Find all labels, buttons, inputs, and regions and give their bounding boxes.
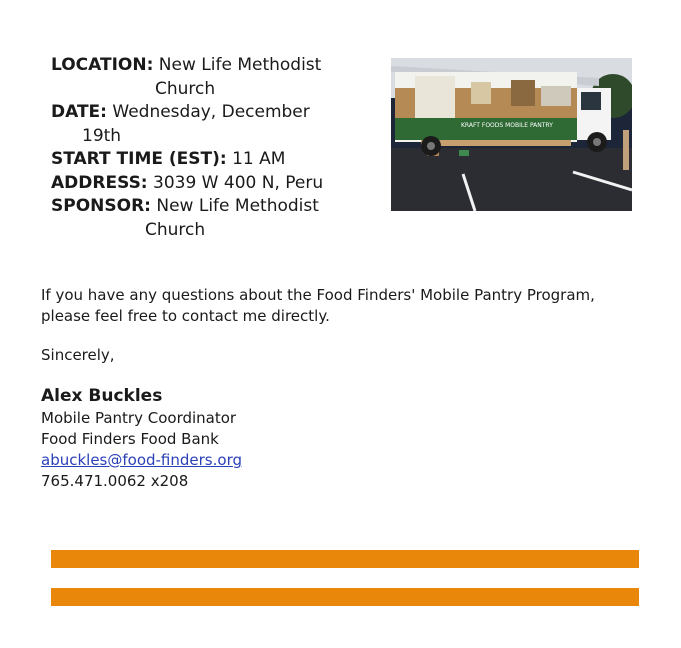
sponsor-value: New Life Methodist: [156, 196, 319, 216]
signature-block: [41, 386, 242, 492]
mobile-pantry-truck-photo: [391, 58, 632, 211]
footer-divider-bar-top: [51, 550, 639, 568]
closing-salutation: Sincerely,: [41, 346, 115, 364]
location-value: New Life Methodist: [158, 55, 322, 75]
location-label: LOCATION:: [51, 55, 154, 75]
start-time-value: 11 AM: [232, 149, 286, 169]
start-time-label: START TIME (EST):: [51, 149, 227, 169]
address-value: 3039 W 400 N, Peru: [153, 172, 324, 193]
sponsor-value-cont: Church: [145, 219, 206, 240]
event-details: [51, 54, 351, 242]
signer-phone: 765.471.0062 x208: [41, 472, 189, 490]
sponsor-row: [51, 195, 351, 219]
location-row: [51, 54, 351, 78]
address-label: ADDRESS:: [51, 172, 148, 193]
footer-divider-bar-bottom: [51, 588, 639, 606]
contact-text: If you have any questions about the Food Finders' Mobile Pantry Program, please feel free to contact me directly.: [41, 286, 595, 325]
address-row: [51, 172, 351, 196]
signer-title: Mobile Pantry Coordinator: [41, 409, 237, 427]
signer-name: Alex Buckles: [41, 386, 163, 406]
truck-side-text: KRAFT FOODS MOBILE PANTRY: [461, 122, 553, 129]
date-row: [51, 101, 351, 125]
signer-organization: Food Finders Food Bank: [41, 430, 219, 448]
signer-email-link[interactable]: abuckles@food-finders.org: [41, 451, 242, 469]
date-value: Wednesday, December: [112, 102, 310, 122]
date-label: DATE:: [51, 102, 107, 122]
location-value-cont: Church: [155, 78, 216, 99]
truck-illustration: [391, 58, 632, 211]
date-value-cont: 19th: [82, 125, 122, 146]
sponsor-label: SPONSOR:: [51, 196, 151, 216]
contact-paragraph: [41, 285, 641, 327]
start-time-row: [51, 148, 351, 172]
